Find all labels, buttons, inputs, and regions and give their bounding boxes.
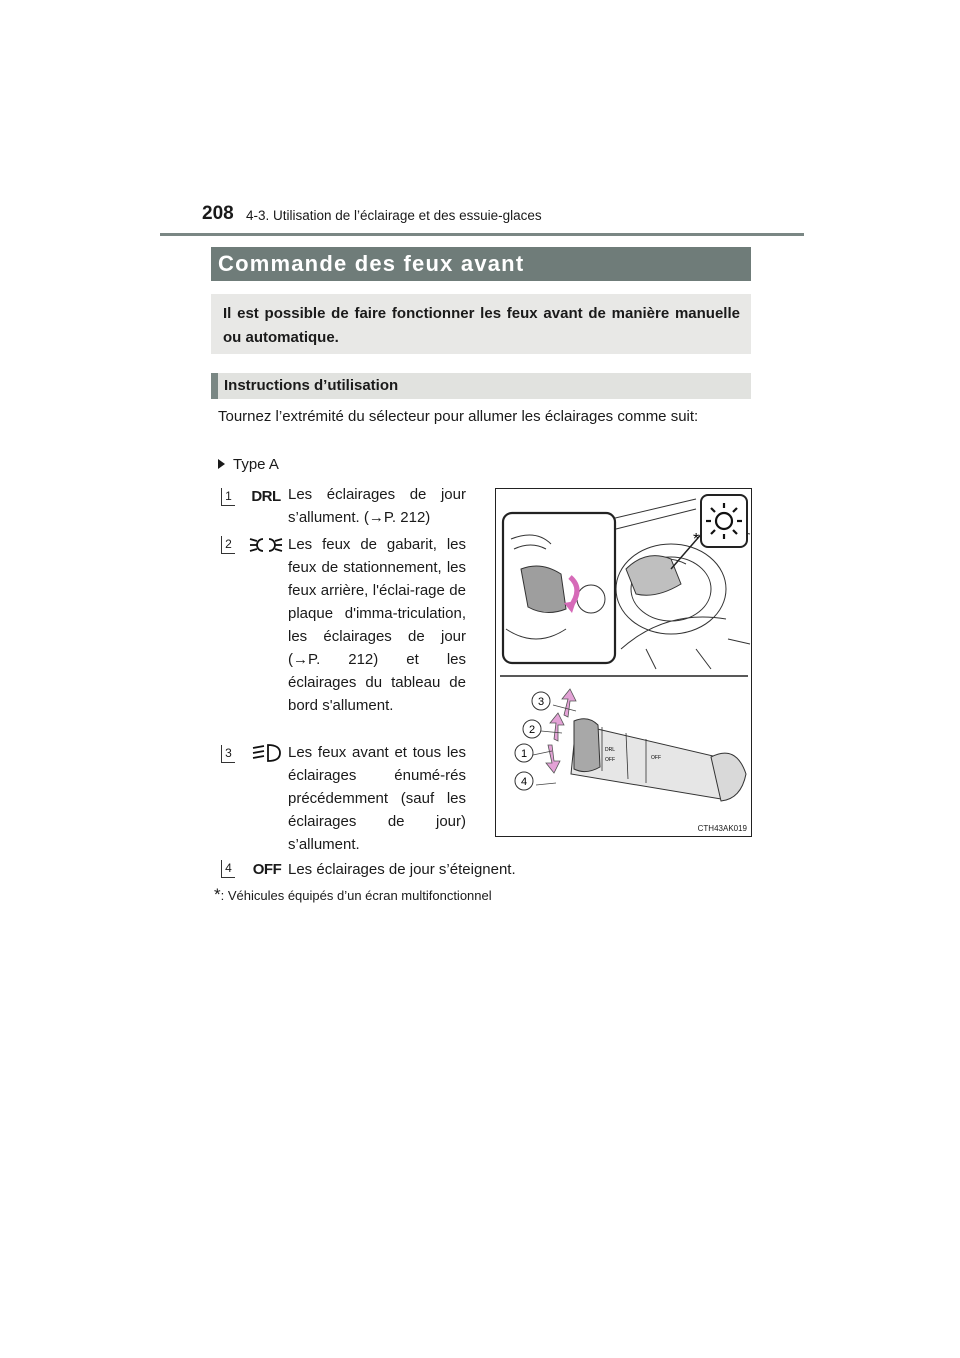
switch-label-off-2: OFF [651,755,661,761]
drl-icon [246,484,286,508]
footnote-star: * [214,885,221,904]
headlights-glyph [251,743,281,763]
parking-lights-icon [246,533,286,557]
callout-4: 4 [520,776,528,788]
callout-3: 3 [537,696,545,708]
switch-label-off: OFF [605,757,615,763]
headlight-switch-figure [495,488,752,837]
headlights-icon [246,741,286,765]
item-text-3: Les feux avant et tous les éclairages énumé-rés précédemment (sauf les éclairages de jour) s’allument. [288,744,466,853]
page-number: 208 [202,203,234,224]
body-paragraph: Tournez l’extrémité du sélecteur pour allumer les éclairages comme suit: [218,408,699,425]
subsection-marker [211,373,218,399]
intro-text: Il est possible de faire fonctionner les feux avant de manière manuelle ou automatique. [223,305,740,346]
item-text-1: Les éclairages de jour s’allument. (→P. 212) [288,486,466,526]
drl-icon-text: DRL [251,487,281,505]
item-number-3: 3 [221,745,235,763]
figure-asterisk: * [693,531,700,548]
figure-code: CTH43AK019 [697,824,747,833]
header-rule [160,233,804,236]
item-number-2: 2 [221,536,235,554]
footnote [214,885,492,905]
item-text-4: Les éclairages de jour s’éteignent. [288,861,516,878]
off-icon-text: OFF [252,860,282,878]
parking-lights-glyph [249,536,283,554]
type-label-text: Type A [233,456,279,473]
callout-1: 1 [520,748,528,760]
switch-label-drl: DRL [605,747,616,753]
subsection-title: Instructions d’utilisation [224,377,399,394]
item-number-4: 4 [221,860,235,878]
triangle-bullet-icon [218,459,225,469]
figure-illustration [496,489,751,836]
item-text-2: Les feux de gabarit, les feux de stationnement, les feux arrière, l'éclai-rage de plaque d'imma-triculation, les éclairages de jour (→P. 212) et les éclairages du tableau de bord s'allument. [288,536,466,714]
callout-2: 2 [528,724,536,736]
section-path: 4-3. Utilisation de l’éclairage et des essuie-glaces [246,208,542,223]
type-label [218,456,279,473]
page-title: Commande des feux avant [218,251,525,276]
footnote-text: : Véhicules équipés d’un écran multifonctionnel [220,888,492,903]
item-number-1: 1 [221,488,235,506]
off-icon [247,857,287,881]
